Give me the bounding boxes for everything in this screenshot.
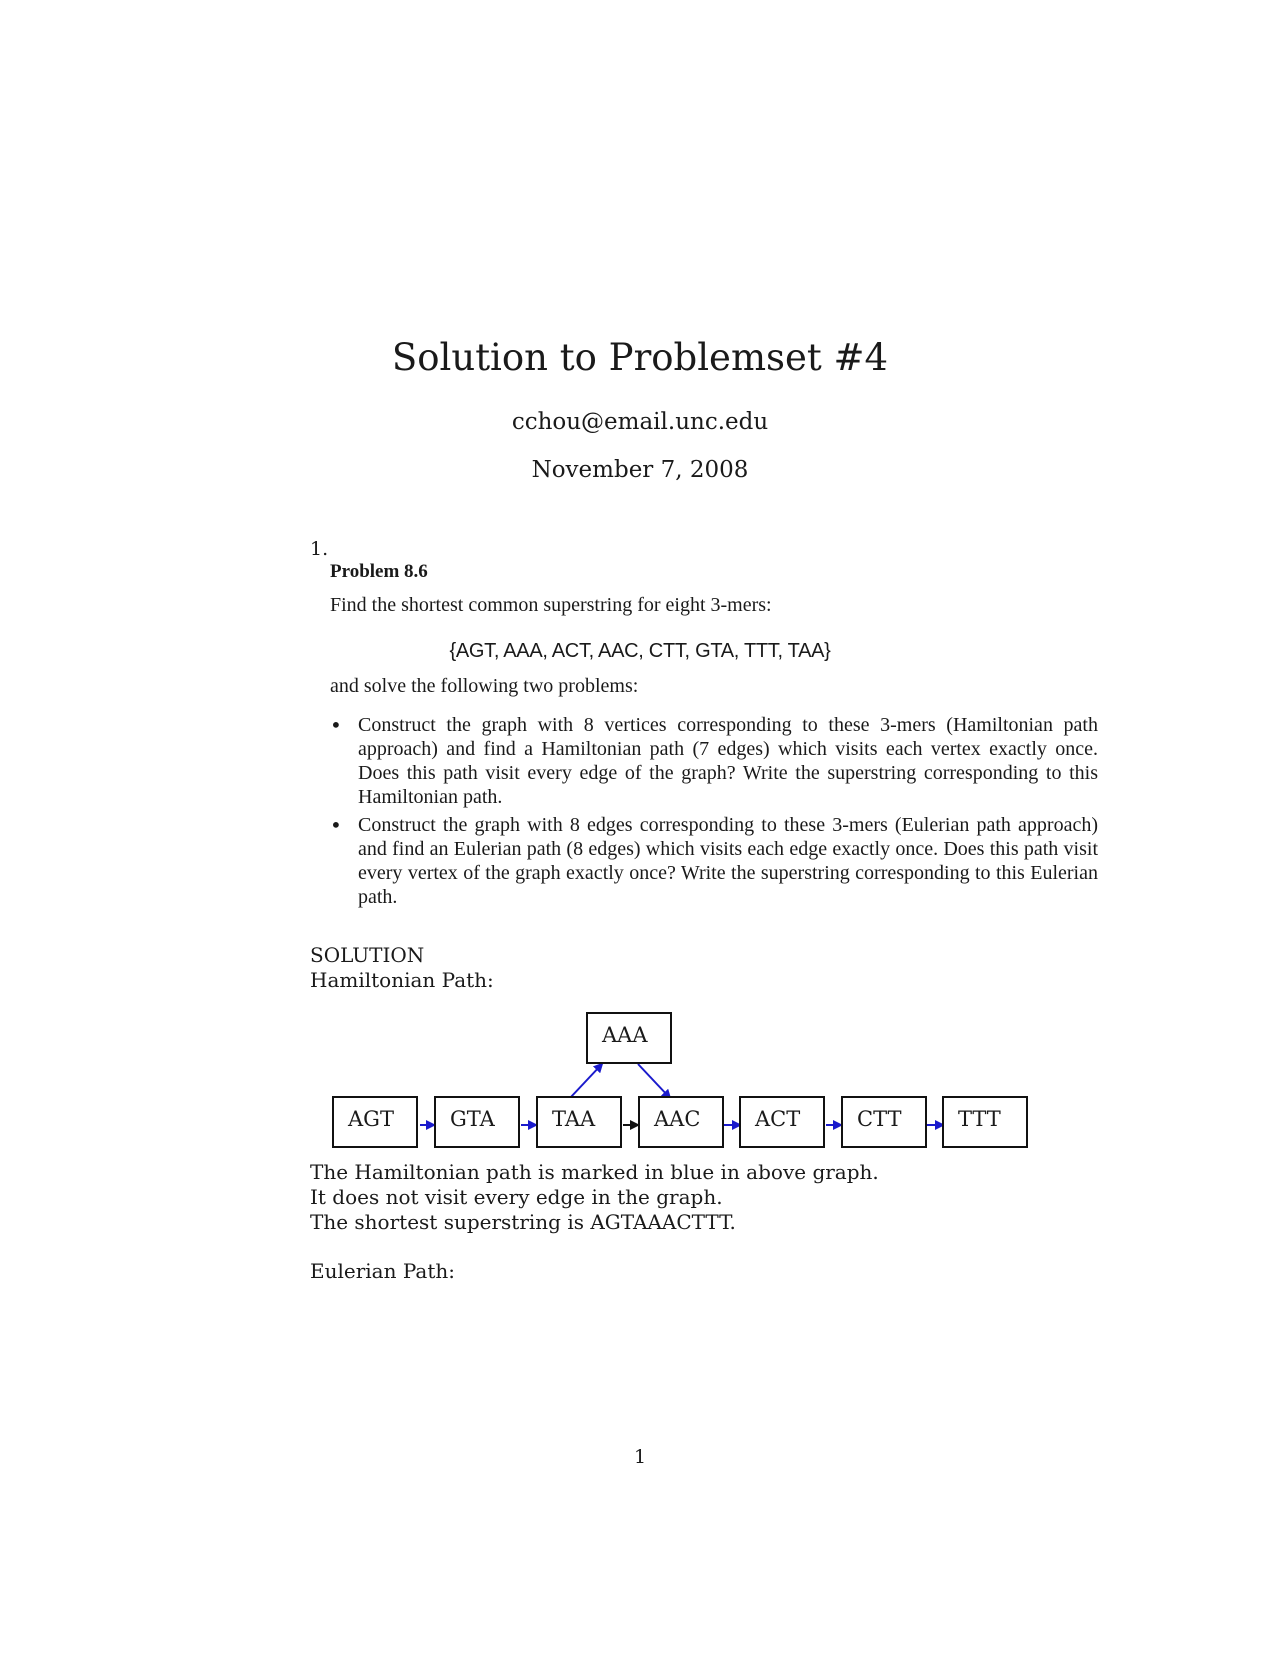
problem-number: 1.: [310, 538, 329, 560]
node-top: AAA: [586, 1012, 672, 1064]
document-title: Solution to Problemset #4: [391, 336, 889, 379]
solution-line: It does not visit every edge in the graph.: [310, 1185, 723, 1209]
node-2: GTA: [434, 1096, 520, 1148]
problem-title: Problem 8.6: [330, 561, 428, 582]
node-1: AGT: [332, 1096, 418, 1148]
bullet-dot: •: [330, 713, 342, 737]
node-7: TTT: [942, 1096, 1028, 1148]
author-email: cchou@email.unc.edu: [511, 409, 769, 435]
hamiltonian-label: Hamiltonian Path:: [310, 968, 494, 992]
problem-intro: Find the shortest common superstring for eight 3-mers:: [330, 594, 772, 616]
node-6: CTT: [841, 1096, 927, 1148]
solution-line: The Hamiltonian path is marked in blue in above graph.: [310, 1160, 879, 1184]
bullet-hamiltonian: Construct the graph with 8 vertices corresponding to these 3-mers (Hamiltonian path approach) and find a Hamiltonian path (7 edges) which visits each vertex exactly once. Does this path visit every edge of the graph? Write the superstring corresponding to this Hamiltonian path.: [358, 714, 1098, 808]
edge-taa-aaa: [570, 1064, 602, 1098]
node-5: ACT: [739, 1096, 825, 1148]
page-number: 1: [633, 1446, 647, 1468]
node-3: TAA: [536, 1096, 622, 1148]
problem-solve-text: and solve the following two problems:: [330, 675, 639, 697]
document-date: November 7, 2008: [531, 457, 749, 483]
edge-aaa-aac: [638, 1064, 670, 1098]
eulerian-label: Eulerian Path:: [310, 1259, 455, 1283]
bullet-eulerian: Construct the graph with 8 edges corresponding to these 3-mers (Eulerian path approach) and find an Eulerian path (8 edges) which visits each edge exactly once. Does this path visit every vertex of the graph exactly once? Write the superstring corresponding to this Eulerian path.: [358, 814, 1098, 908]
solution-line: The shortest superstring is AGTAAACTTT.: [310, 1210, 736, 1234]
solution-heading: SOLUTION: [310, 943, 425, 967]
kmer-set: {AGT, AAA, ACT, AAC, CTT, GTA, TTT, TAA}: [449, 640, 831, 662]
node-4: AAC: [638, 1096, 724, 1148]
bullet-dot: •: [330, 813, 342, 837]
